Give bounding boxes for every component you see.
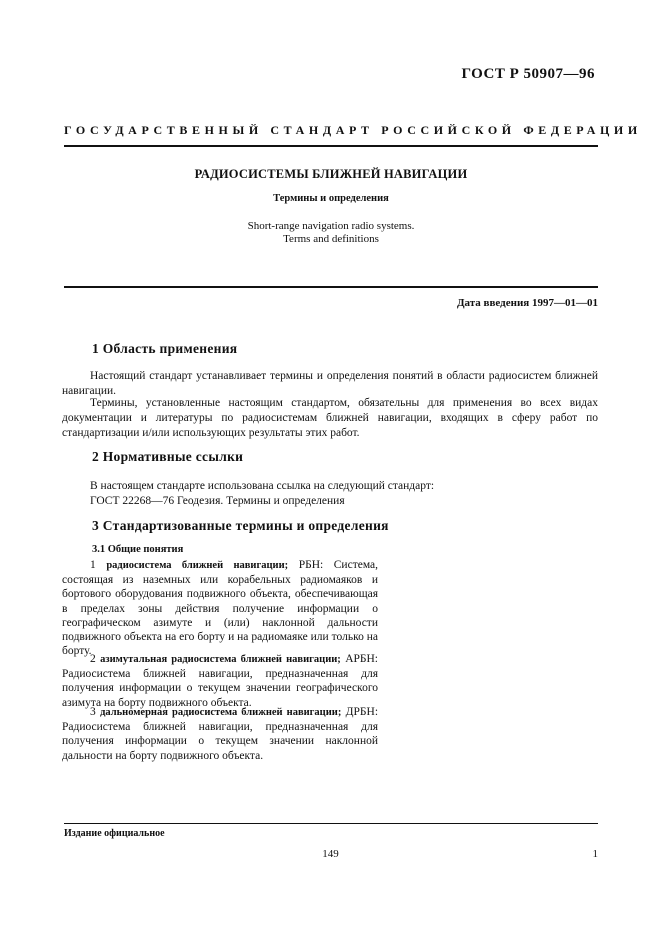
english-title-line-1: Short-range navigation radio systems. (247, 220, 415, 232)
term-definition: Радиосистема ближней навигации, предназначенная для получения информации о текущем значении наклонной дальности на борту подвижного объекта. (62, 721, 378, 762)
term-name: дальномерная радиосистема ближней навигации; (100, 707, 342, 718)
section-2-heading: 2 Нормативные ссылки (92, 449, 244, 464)
section-2-reference: ГОСТ 22268—76 Геодезия. Термины и определения (90, 495, 345, 507)
document-code: ГОСТ Р 50907—96 (461, 66, 595, 82)
subsection-3-1-heading: 3.1 Общие понятия (92, 544, 184, 555)
term-name: радиосистема ближней навигации; (106, 560, 289, 571)
footer-divider (64, 823, 598, 824)
term-number: 3 (90, 706, 96, 718)
header-divider (64, 145, 598, 147)
term-number: 2 (90, 653, 96, 665)
term-number: 1 (90, 559, 96, 571)
term-name: азимутальная радиосистема ближней навигации; (100, 654, 341, 665)
introduction-date: Дата введения 1997—01—01 (456, 297, 598, 309)
title-divider (64, 286, 598, 288)
english-title (64, 220, 598, 246)
section-1-heading: 1 Область применения (92, 341, 238, 356)
section-2-paragraph-1: В настоящем стандарте использована ссылка на следующий стандарт: (90, 480, 435, 492)
english-title-line-2: Terms and definitions (283, 233, 379, 245)
term-definition: Радиосистема ближней навигации, предназначенная для получения информации о текущем значении географического азимута на борту подвижного объекта. (62, 668, 378, 709)
term-entry (62, 652, 378, 710)
standard-subtitle: Термины и определения (273, 193, 389, 204)
term-entry (62, 558, 378, 658)
page-number: 149 (322, 848, 339, 860)
term-entry (62, 705, 378, 763)
term-abbreviation: ДРБН: (345, 706, 379, 718)
term-definition: Система, состоящая из наземных или корабельных радиомаяков и бортового оборудования подвижного объекта, обеспечивающая в пределах зоны действия получение информации о географическом азимуте и (или) наклонной дальности подвижного объекта на его борту и на радиомаяке или только на борту. (62, 559, 379, 658)
standard-title: РАДИОСИСТЕМЫ БЛИЖНЕЙ НАВИГАЦИИ (194, 167, 468, 181)
edition-note: Издание официальное (64, 828, 165, 839)
sheet-number: 1 (592, 848, 598, 860)
state-standard-line: ГОСУДАРСТВЕННЫЙ СТАНДАРТ РОССИЙСКОЙ ФЕДЕРАЦИИ (64, 123, 642, 137)
section-1-paragraph-2: Термины, установленные настоящим стандартом, обязательны для применения во всех видах документации и литературы по радиосистемам ближней навигации, входящих в сферу работ по стандартизации и/или использующих результаты этих работ. (62, 397, 598, 439)
section-1-paragraph-1: Настоящий стандарт устанавливает термины и определения понятий в области радиосистем ближней навигации. (62, 370, 598, 397)
term-abbreviation: РБН: (298, 559, 324, 571)
term-abbreviation: АРБН: (345, 653, 379, 665)
section-3-heading: 3 Стандартизованные термины и определения (92, 518, 389, 533)
